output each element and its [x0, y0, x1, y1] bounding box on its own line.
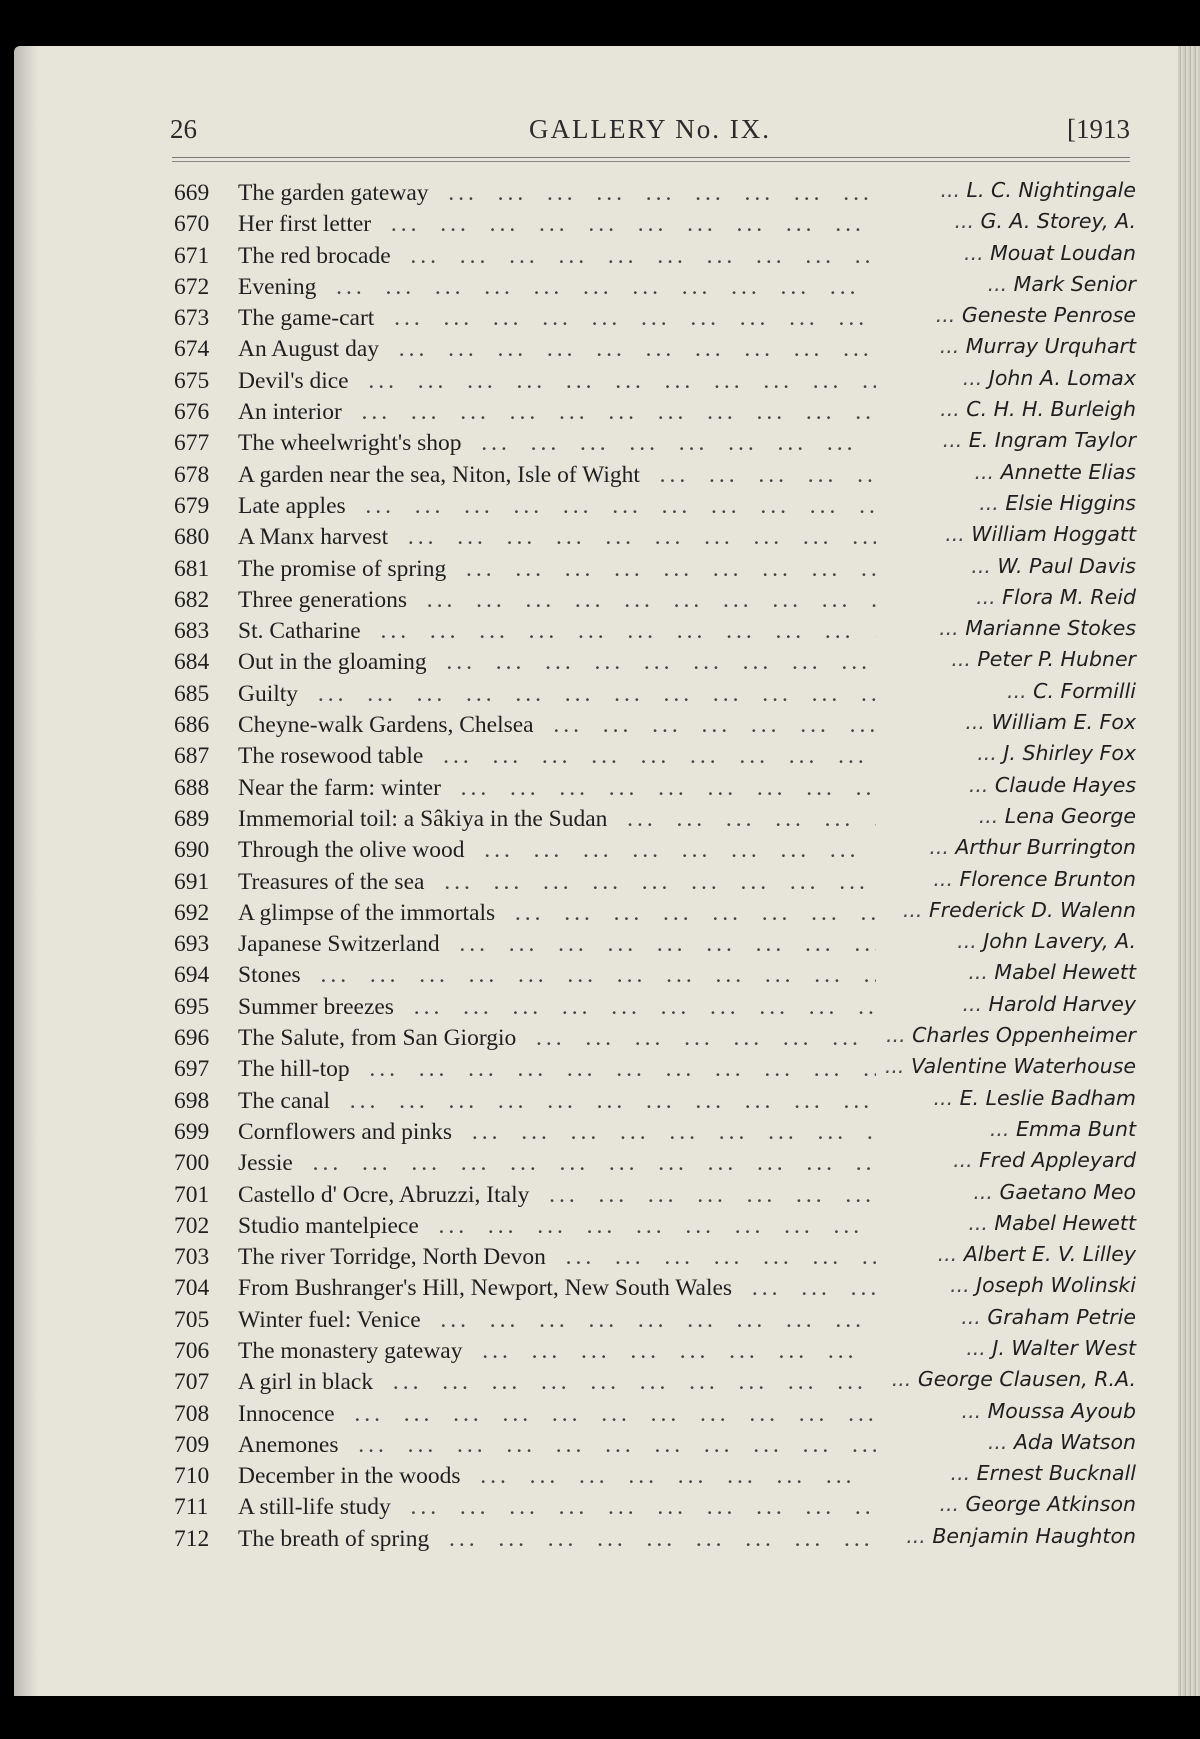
entry-title: Her first letter ... — [238, 211, 898, 238]
entry-title: Out in the gloaming ... — [238, 649, 898, 676]
entry-number: 676 — [174, 399, 210, 426]
entry-number: 670 — [174, 211, 210, 238]
catalogue-entry — [172, 399, 1136, 430]
catalogue-entry — [172, 1429, 1136, 1463]
catalogue-entry — [172, 271, 1136, 305]
entry-artist: ... Graham Petrie — [876, 1305, 1136, 1329]
entry-artist: ... W. Paul Davis — [876, 554, 1136, 578]
entry-artist: ... George Clausen, R.A. — [876, 1367, 1136, 1391]
entry-title: The canal ... — [238, 1088, 898, 1115]
entry-artist: ... G. A. Storey, A. — [876, 209, 1136, 233]
entry-artist: ... Moussa Ayoub — [876, 1399, 1136, 1423]
catalogue-entry — [172, 837, 1136, 868]
entry-number: 704 — [174, 1275, 210, 1302]
entry-title: Three generations ... — [238, 587, 898, 614]
entry-artist: ... Ernest Bucknall — [876, 1461, 1136, 1485]
entry-artist: ... Geneste Penrose — [876, 303, 1136, 327]
entry-title: A garden near the sea, Niton, Isle of Wight ... — [238, 462, 898, 489]
entry-title: Immemorial toil: a Sâkiya in the Sudan ... — [238, 806, 898, 833]
entry-artist: ... Joseph Wolinski — [876, 1273, 1136, 1297]
entry-number: 699 — [174, 1118, 210, 1145]
entry-artist: ... Annette Elias — [876, 460, 1136, 484]
catalogue-entry — [172, 584, 1136, 618]
catalogue-entry — [172, 1210, 1136, 1244]
entry-title: Cornflowers and pinks ... — [238, 1119, 898, 1146]
entry-artist: ... Flora M. Reid — [876, 585, 1136, 609]
entry-number: 710 — [174, 1463, 210, 1490]
entry-artist: ... E. Leslie Badham — [876, 1086, 1136, 1110]
catalogue-entry — [172, 649, 1136, 680]
entry-title: Devil's dice ... — [238, 368, 898, 395]
entry-artist: ... Valentine Waterhouse — [876, 1054, 1136, 1078]
entry-title: The monastery gateway ... — [238, 1338, 898, 1365]
entry-artist: ... Gaetano Meo — [876, 1180, 1136, 1204]
entry-title: Evening ... — [238, 274, 898, 301]
catalogue-entry — [172, 180, 1136, 211]
catalogue-entry — [172, 490, 1136, 524]
entry-number: 705 — [174, 1306, 210, 1333]
entry-number: 680 — [174, 524, 210, 551]
entry-title: The rosewood table ... — [238, 743, 898, 770]
entry-title: Winter fuel: Venice ... — [238, 1307, 898, 1334]
entry-artist: ... Elsie Higgins — [876, 491, 1136, 515]
entry-number: 697 — [174, 1056, 210, 1083]
entry-title: An interior ... — [238, 399, 898, 426]
entry-number: 687 — [174, 743, 210, 770]
entry-title: A Manx harvest ... — [238, 524, 898, 551]
entry-number: 708 — [174, 1400, 210, 1427]
catalogue-entry — [172, 1056, 1136, 1087]
entry-number: 678 — [174, 461, 210, 488]
entry-artist: ... Lena George — [876, 804, 1136, 828]
catalogue-entry — [172, 1150, 1136, 1181]
catalogue-entry — [172, 1398, 1136, 1432]
entry-title: Studio mantelpiece ... — [238, 1213, 898, 1240]
catalogue-entry — [172, 430, 1136, 461]
entry-number: 703 — [174, 1244, 210, 1271]
entry-number: 689 — [174, 805, 210, 832]
entry-artist: ... Mabel Hewett — [876, 1211, 1136, 1235]
entry-title: A glimpse of the immortals ... — [238, 900, 898, 927]
catalogue-entry — [172, 211, 1136, 242]
catalogue-entry — [172, 1179, 1136, 1213]
entry-artist: ... Ada Watson — [876, 1430, 1136, 1454]
catalogue-entry — [172, 803, 1136, 837]
entry-artist: ... John Lavery, A. — [876, 929, 1136, 953]
entry-number: 669 — [174, 180, 210, 206]
entry-title: Japanese Switzerland ... — [238, 931, 898, 958]
entry-number: 698 — [174, 1087, 210, 1114]
catalogue-entry — [172, 240, 1136, 274]
book-page-edges — [1178, 46, 1200, 1696]
catalogue-entry — [172, 712, 1136, 743]
entry-title: Jessie ... — [238, 1150, 898, 1177]
entry-number: 688 — [174, 774, 210, 801]
entry-artist: ... Emma Bunt — [876, 1117, 1136, 1141]
entry-number: 685 — [174, 680, 210, 707]
entry-number: 675 — [174, 367, 210, 394]
catalogue-entry — [172, 1025, 1136, 1056]
entry-number: 682 — [174, 586, 210, 613]
entry-artist: ... Florence Brunton — [876, 867, 1136, 891]
entry-artist: ... Benjamin Haughton — [876, 1524, 1136, 1548]
catalogue-entry — [172, 336, 1136, 367]
catalogue-entry — [172, 1335, 1136, 1369]
entry-title: Cheyne-walk Gardens, Chelsea ... — [238, 712, 898, 739]
entry-title: A girl in black ... — [238, 1369, 898, 1396]
entry-number: 683 — [174, 618, 210, 645]
entry-title: From Bushranger's Hill, Newport, New South Wales ... — [238, 1275, 898, 1302]
catalogue-entry — [172, 1523, 1136, 1557]
entry-title: Anemones ... — [238, 1432, 898, 1459]
entry-artist: ... C. Formilli — [876, 679, 1136, 703]
entry-artist: ... J. Walter West — [876, 1336, 1136, 1360]
entry-title: Treasures of the sea ... — [238, 869, 898, 896]
page-header — [170, 114, 1130, 154]
entry-number: 700 — [174, 1150, 210, 1177]
entry-title: The breath of spring ... — [238, 1526, 898, 1553]
catalogue-year: [1913 — [1067, 114, 1130, 144]
entry-artist: ... Charles Oppenheimer — [876, 1023, 1136, 1047]
entry-number: 684 — [174, 649, 210, 676]
entry-artist: ... Claude Hayes — [876, 773, 1136, 797]
entry-title: Through the olive wood ... — [238, 837, 898, 864]
entry-artist: ... Fred Appleyard — [876, 1148, 1136, 1172]
catalogue-entry — [172, 524, 1136, 555]
entry-artist: ... Frederick D. Walenn — [876, 898, 1136, 922]
entry-number: 702 — [174, 1212, 210, 1239]
entry-artist: ... Peter P. Hubner — [876, 647, 1136, 671]
page-number: 26 — [170, 114, 197, 144]
entry-title: St. Catharine ... — [238, 618, 898, 645]
entry-number: 681 — [174, 555, 210, 582]
entry-artist: ... Arthur Burrington — [876, 835, 1136, 859]
catalogue-entry — [172, 1304, 1136, 1338]
entry-number: 706 — [174, 1337, 210, 1364]
catalogue-entry — [172, 866, 1136, 900]
entry-number: 673 — [174, 305, 210, 332]
catalogue-entry — [172, 553, 1136, 587]
catalogue-entry — [172, 1244, 1136, 1275]
entry-artist: ... Harold Harvey — [876, 992, 1136, 1016]
entry-number: 674 — [174, 336, 210, 363]
entry-title: Stones ... — [238, 962, 898, 989]
entry-title: The hill-top ... — [238, 1056, 898, 1083]
catalogue-entry — [172, 618, 1136, 649]
entry-number: 691 — [174, 868, 210, 895]
catalogue-entry — [172, 772, 1136, 806]
entry-artist: ... William E. Fox — [876, 710, 1136, 734]
entry-number: 686 — [174, 712, 210, 739]
entry-artist: ... Mouat Loudan — [876, 241, 1136, 265]
catalogue-entry — [172, 931, 1136, 962]
entry-number: 694 — [174, 962, 210, 989]
gallery-title: GALLERY No. IX. — [529, 114, 771, 144]
entry-title: A still-life study ... — [238, 1494, 898, 1521]
catalogue-entry — [172, 991, 1136, 1025]
entry-number: 671 — [174, 242, 210, 269]
catalogue-entry — [172, 1369, 1136, 1400]
entry-title: Near the farm: winter ... — [238, 775, 898, 802]
catalogue-entry — [172, 1116, 1136, 1150]
catalogue-entries — [172, 180, 1136, 1557]
entry-artist: ... J. Shirley Fox — [876, 741, 1136, 765]
catalogue-entry — [172, 1494, 1136, 1525]
entry-number: 707 — [174, 1369, 210, 1396]
catalogue-entry — [172, 743, 1136, 774]
entry-title: Innocence ... — [238, 1401, 898, 1428]
catalogue-entry — [172, 1275, 1136, 1306]
entry-artist: ... Mabel Hewett — [876, 960, 1136, 984]
entry-title: Summer breezes ... — [238, 994, 898, 1021]
catalogue-entry — [172, 678, 1136, 712]
entry-number: 709 — [174, 1431, 210, 1458]
entry-artist: ... John A. Lomax — [876, 366, 1136, 390]
catalogue-entry — [172, 305, 1136, 336]
entry-title: Guilty ... — [238, 681, 898, 708]
entry-number: 701 — [174, 1181, 210, 1208]
entry-artist: ... George Atkinson — [876, 1492, 1136, 1516]
entry-title: Castello d' Ocre, Abruzzi, Italy ... — [238, 1182, 898, 1209]
catalogue-entry — [172, 962, 1136, 993]
entry-artist: ... C. H. H. Burleigh — [876, 397, 1136, 421]
entry-artist: ... E. Ingram Taylor — [876, 428, 1136, 452]
entry-artist: ... Albert E. V. Lilley — [876, 1242, 1136, 1266]
catalogue-entry — [172, 1085, 1136, 1119]
entry-title: An August day ... — [238, 336, 898, 363]
header-rule-lower — [172, 161, 1130, 162]
entry-number: 672 — [174, 273, 210, 300]
entry-title: The wheelwright's shop ... — [238, 430, 898, 457]
entry-number: 712 — [174, 1525, 210, 1552]
entry-number: 677 — [174, 430, 210, 457]
catalogue-entry — [172, 459, 1136, 493]
header-rule — [172, 157, 1130, 158]
entry-number: 695 — [174, 993, 210, 1020]
entry-artist: ... William Hoggatt — [876, 522, 1136, 546]
entry-number: 711 — [174, 1494, 209, 1521]
entry-artist: ... Marianne Stokes — [876, 616, 1136, 640]
entry-title: The garden gateway ... — [238, 180, 898, 207]
entry-title: The Salute, from San Giorgio ... — [238, 1025, 898, 1052]
entry-artist: ... Murray Urquhart — [876, 334, 1136, 358]
catalogue-entry — [172, 897, 1136, 931]
catalogue-entry — [172, 1463, 1136, 1494]
entry-title: December in the woods ... — [238, 1463, 898, 1490]
catalogue-entry — [172, 365, 1136, 399]
entry-number: 692 — [174, 899, 210, 926]
entry-number: 696 — [174, 1025, 210, 1052]
entry-title: The red brocade ... — [238, 243, 898, 270]
entry-title: Late apples ... — [238, 493, 898, 520]
entry-number: 690 — [174, 837, 210, 864]
entry-artist: ... Mark Senior — [876, 272, 1136, 296]
entry-title: The game-cart ... — [238, 305, 898, 332]
entry-title: The promise of spring ... — [238, 556, 898, 583]
entry-number: 693 — [174, 931, 210, 958]
entry-title: The river Torridge, North Devon ... — [238, 1244, 898, 1271]
entry-artist: ... L. C. Nightingale — [876, 178, 1136, 202]
entry-number: 679 — [174, 492, 210, 519]
